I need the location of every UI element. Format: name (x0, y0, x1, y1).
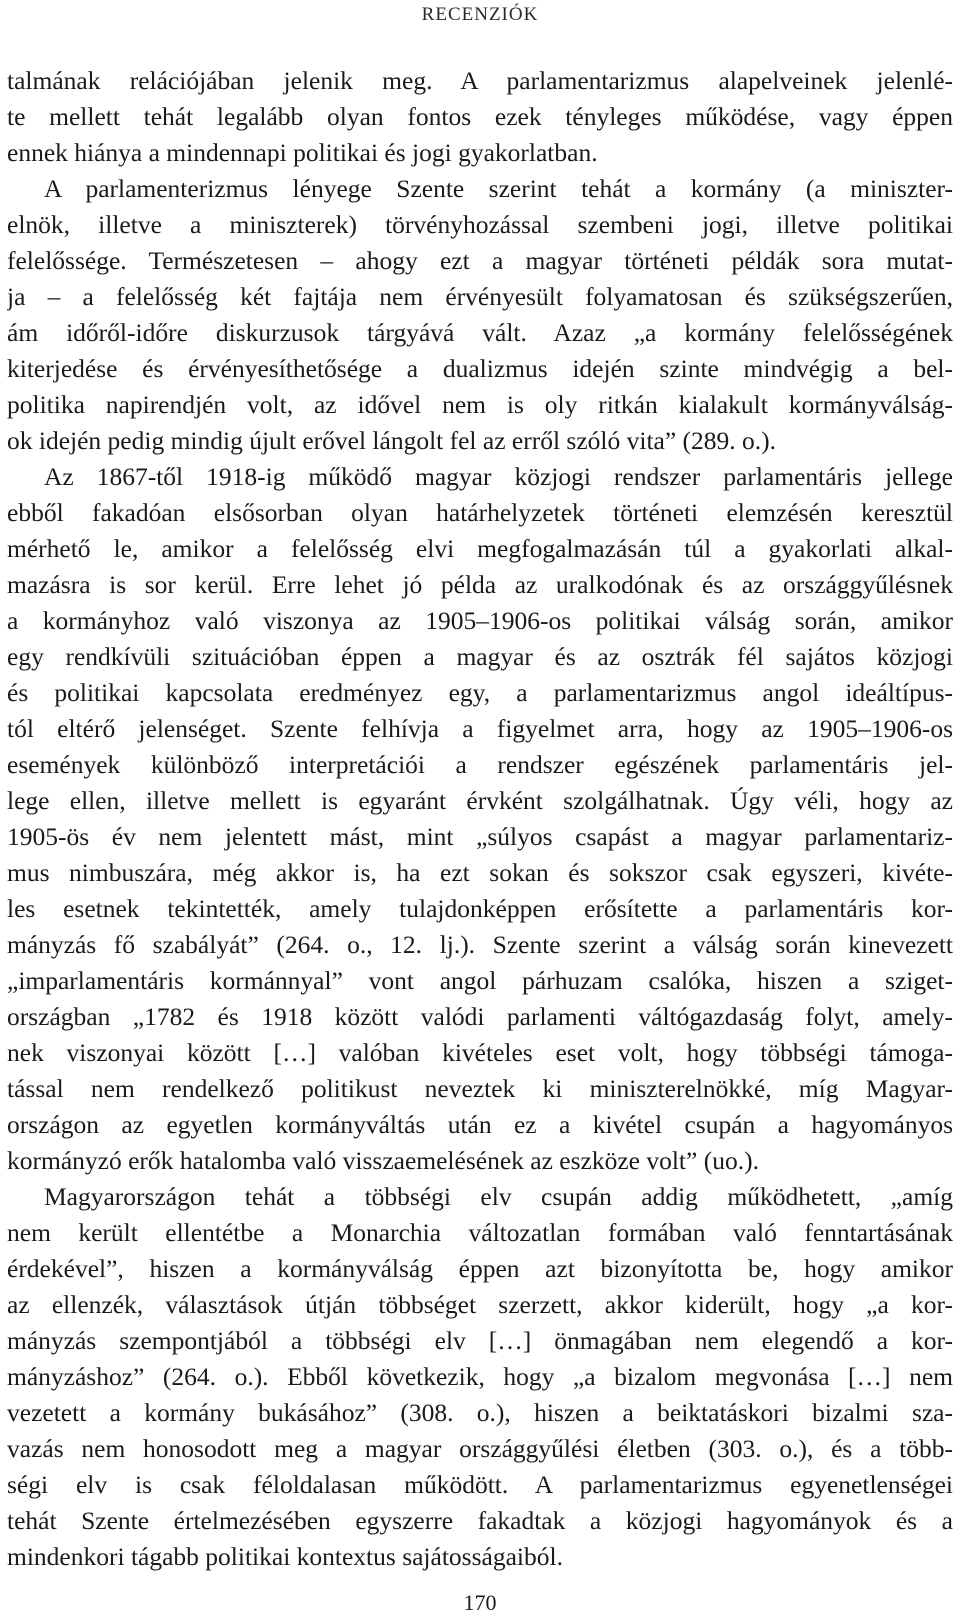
text-line: felelőssége. Természetesen – ahogy ezt a magyar történeti példák sora mutat- (7, 246, 953, 275)
text-line: Magyarországon tehát a többségi elv csupán addig működhetett, „amíg (44, 1182, 953, 1211)
text-line: mus nimbuszára, még akkor is, ha ezt sokan és sokszor csak egyszeri, kivéte- (7, 858, 953, 887)
text-line: ennek hiánya a mindennapi politikai és jogi gyakorlatban. (7, 138, 598, 167)
text-line: kormányzó erők hatalomba való visszaemelésének az eszköze volt” (uo.). (7, 1146, 759, 1175)
text-line: nem került ellentétbe a Monarchia változatlan formában való fenntartásának (7, 1218, 953, 1247)
text-line: nek viszonyai között […] valóban kivételes eset volt, hogy többségi támoga- (7, 1038, 953, 1067)
text-line: országban „1782 és 1918 között valódi parlamenti váltógazdaság folyt, amely- (7, 1002, 953, 1031)
text-line: egy rendkívüli szituációban éppen a magyar és az osztrák fél sajátos közjogi (7, 642, 953, 671)
text-line: a kormányhoz való viszonya az 1905–1906-os politikai válság során, amikor (7, 606, 953, 635)
text-line: vazás nem honosodott meg a magyar országgyűlési életben (303. o.), és a több- (7, 1434, 953, 1463)
text-line: mindenkori tágabb politikai kontextus sajátosságaiból. (7, 1542, 563, 1571)
text-line: elnök, illetve a miniszterek) törvényhozással szembeni jogi, illetve politikai (7, 210, 953, 239)
running-header: RECENZIÓK (421, 4, 539, 25)
text-line: 1905-ös év nem jelentett mást, mint „súlyos csapást a magyar parlamentariz- (7, 822, 953, 851)
text-line: ebből fakadóan elsősorban olyan határhelyzetek történeti elemzésén keresztül (7, 498, 953, 527)
text-line: tehát Szente értelmezésében egyszerre fakadtak a közjogi hagyományok és a (7, 1506, 953, 1535)
text-line: Az 1867-től 1918-ig működő magyar közjogi rendszer parlamentáris jellege (44, 462, 953, 491)
page-number: 170 (463, 1590, 497, 1615)
text-line: ok idején pedig mindig újult erővel lángolt fel az erről szóló vita” (289. o.). (7, 426, 777, 455)
text-line: tól eltérő jelenséget. Szente felhívja a figyelmet arra, hogy az 1905–1906-os (7, 714, 953, 743)
text-line: kiterjedése és érvényesíthetősége a dualizmus idején szinte mindvégig a bel- (7, 354, 953, 383)
text-line: ja – a felelősség két fajtája nem érvényesült folyamatosan és szükségszerűen, (7, 282, 953, 311)
text-line: mérhető le, amikor a felelősség elvi megfogalmazásán túl a gyakorlati alkal- (7, 534, 953, 563)
text-line: lege ellen, illetve mellett is egyaránt érvként szolgálhatnak. Úgy véli, hogy az (7, 786, 953, 815)
text-line: te mellett tehát legalább olyan fontos ezek tényleges működése, vagy éppen (7, 102, 953, 131)
text-line: és politikai kapcsolata eredményez egy, a parlamentarizmus angol ideáltípus- (7, 678, 953, 707)
text-line: érdekével”, hiszen a kormányválság éppen azt bizonyította be, hogy amikor (7, 1254, 953, 1283)
text-line: mányzás fő szabályát” (264. o., 12. lj.). Szente szerint a válság során kinevezett (7, 930, 953, 959)
text-line: tással nem rendelkező politikust neveztek ki miniszterelnökké, míg Magyar- (7, 1074, 953, 1103)
text-line: mazásra is sor kerül. Erre lehet jó példa az uralkodónak és az országgyűlésnek (7, 570, 953, 599)
text-line: A parlamenterizmus lényege Szente szerint tehát a kormány (a miniszter- (44, 174, 953, 203)
text-line: ám időről-időre diskurzusok tárgyává vált. Azaz „a kormány felelősségének (7, 318, 953, 347)
text-line: politika napirendjén volt, az idővel nem is oly ritkán kialakult kormányválság- (7, 390, 953, 419)
text-line: mányzás szempontjából a többségi elv […] önmagában nem elegendő a kor- (7, 1326, 953, 1355)
text-line: események különböző interpretációi a rendszer egészének parlamentáris jel- (7, 750, 953, 779)
text-line: mányzáshoz” (264. o.). Ebből következik, hogy „a bizalom megvonása […] nem (7, 1362, 953, 1391)
text-line: országon az egyetlen kormányváltás után ez a kivétel csupán a hagyományos (7, 1110, 953, 1139)
article-body (7, 63, 953, 1575)
text-line: vezetett a kormány bukásához” (308. o.), hiszen a beiktatáskori bizalmi sza- (7, 1398, 953, 1427)
text-line: ségi elv is csak féloldalasan működött. A parlamentarizmus egyenetlenségei (7, 1470, 953, 1499)
text-line: les esetnek tekintették, amely tulajdonképpen erősítette a parlamentáris kor- (7, 894, 953, 923)
text-line: az ellenzék, választások útján többséget szerzett, akkor kiderült, hogy „a kor- (7, 1290, 953, 1319)
text-line: talmának relációjában jelenik meg. A parlamentarizmus alapelveinek jelenlé- (7, 66, 953, 95)
text-line: „imparlamentáris kormánnyal” vont angol párhuzam csalóka, hiszen a sziget- (7, 966, 953, 995)
